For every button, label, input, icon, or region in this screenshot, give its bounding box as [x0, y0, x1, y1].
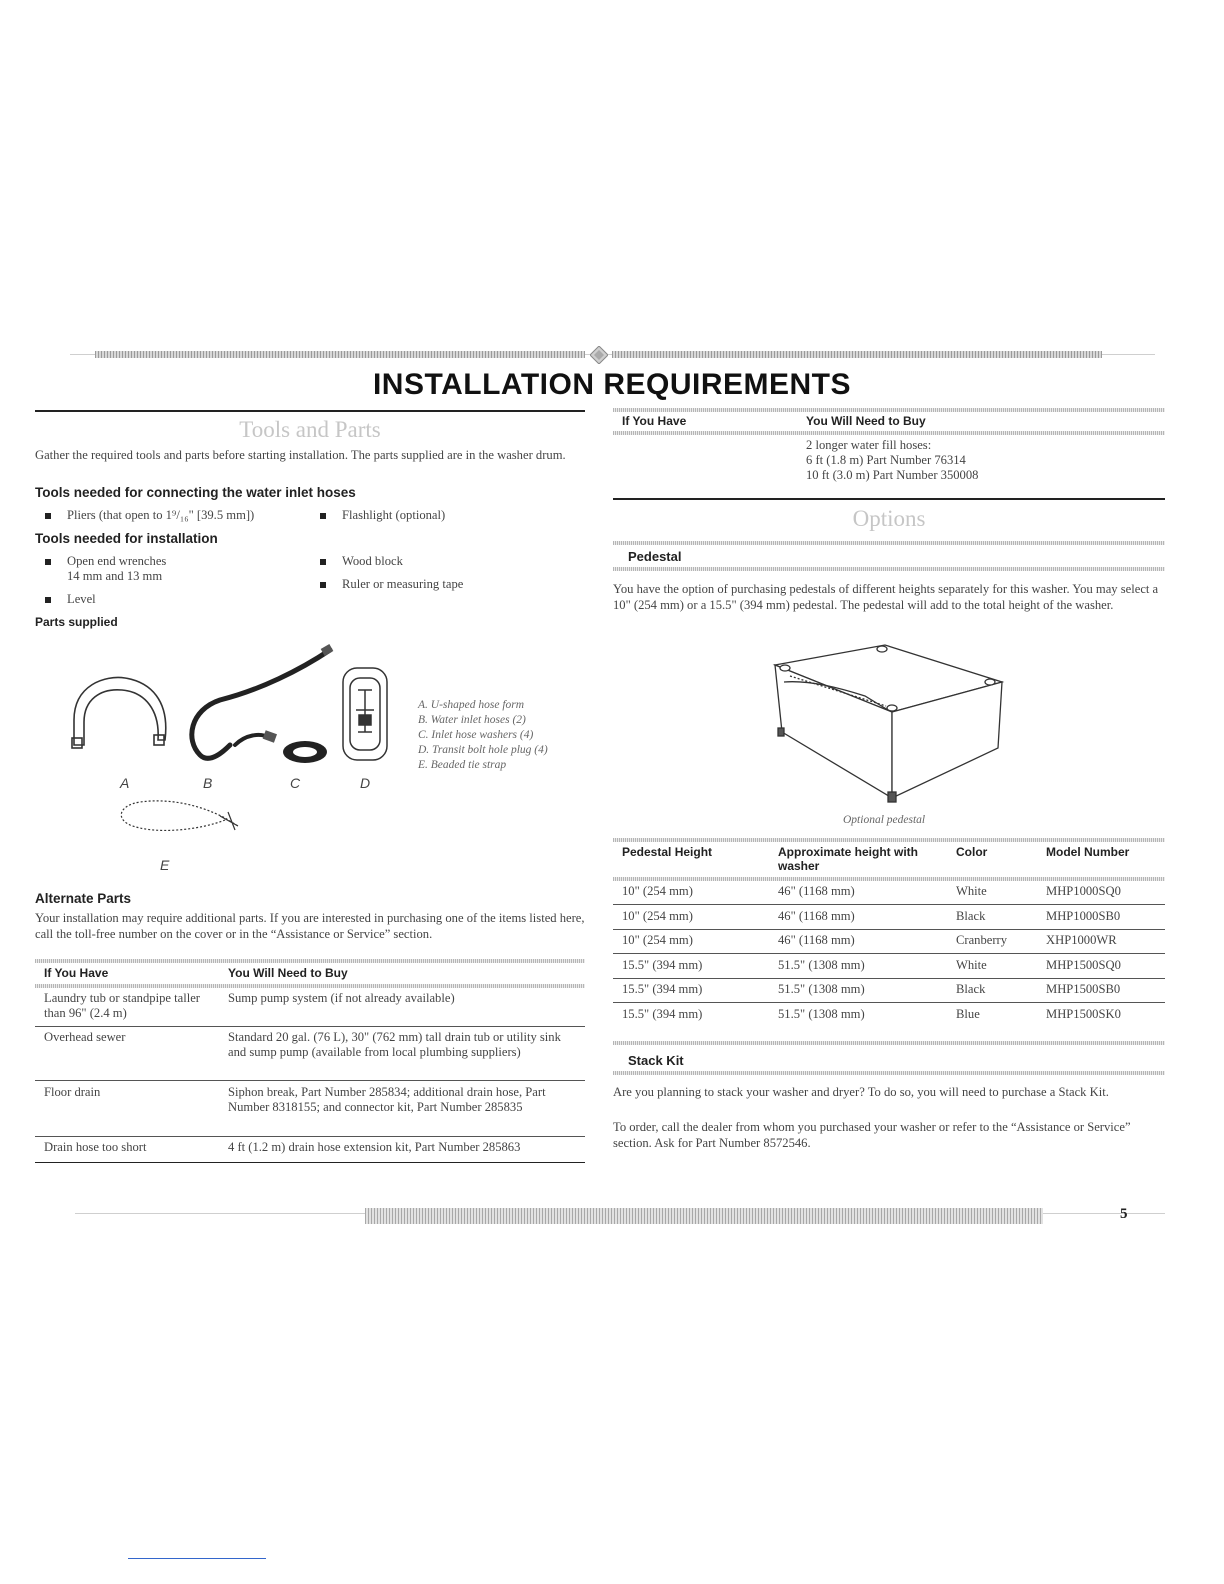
stack-kit-text-2: To order, call the dealer from whom you purchased your washer or refer to the “Assistance or Service” section. Ask for Part Number 8572546. [613, 1120, 1131, 1150]
pedestal-table-cell: Black [956, 908, 986, 923]
pedestal-icon [775, 645, 1002, 802]
legend-item: E. Beaded tie strap [418, 759, 507, 771]
figure-letter-c: C [290, 775, 301, 791]
alt-row-have: Overhead sewer [44, 1030, 126, 1044]
alt-row-buy: Standard 20 gal. (76 L), 30" (762 mm) tall drain tub or utility sink and sump pump (available from local plumbing suppliers) [228, 1030, 561, 1059]
pedestal-table-cell: Cranberry [956, 933, 1008, 948]
pedestal-illustration [770, 640, 1010, 810]
col-pedestal-height: Pedestal Height [622, 845, 713, 859]
pedestal-table-cell: 51.5" (1308 mm) [778, 1007, 865, 1021]
figure-letter-a: A [120, 775, 130, 791]
pedestal-heading: Pedestal [628, 549, 682, 564]
pedestal-row-divider [613, 953, 1165, 954]
right-table-header-hatch [613, 431, 1165, 435]
pedestal-table-cell: White [956, 884, 987, 898]
pedestal-table-cell: 46" (1168 mm) [778, 933, 855, 948]
right-col-have: If You Have [622, 414, 687, 428]
tool-wrenches: Open end wrenches [35, 554, 327, 570]
pedestal-row-divider [613, 904, 1165, 905]
alt-row-divider [35, 1136, 585, 1137]
alt-row-divider [35, 1026, 585, 1027]
diamond-ornament-icon [590, 346, 608, 364]
transit-bolt-plug-icon [343, 668, 387, 760]
hose-buy-lines [806, 438, 978, 483]
inlet-hose-washer-icon [283, 741, 327, 763]
alternate-parts-intro: Your installation may require additional parts. If you are interested in purchasing one of the items listed here, call the toll-free number on the cover or in the “Assistance or Service” section. [35, 911, 585, 941]
pedestal-table-cell: 10" (254 mm) [622, 884, 693, 898]
figure-letter-d: D [360, 775, 371, 791]
legend-item: B. Water inlet hoses (2) [418, 714, 526, 726]
alt-table-bottom-rule [35, 1162, 585, 1163]
figure-letter-b: B [203, 775, 213, 791]
tool-flashlight: Flashlight (optional) [310, 508, 602, 524]
page-number: 5 [1120, 1206, 1128, 1222]
hose-buy-line: 2 longer water fill hoses: [806, 438, 932, 452]
pedestal-caption: Optional pedestal [843, 814, 926, 826]
header-rule-right [612, 351, 1102, 358]
alt-row-buy: Siphon break, Part Number 285834; additional drain hose, Part Number 8318155; and connector kit, Part Number 285835 [228, 1085, 546, 1114]
pedestal-row-divider [613, 1002, 1165, 1003]
legend-item: C. Inlet hose washers (4) [418, 729, 534, 741]
alt-table-top-hatch [35, 959, 585, 963]
hose-buy-line: 6 ft (1.8 m) Part Number 76314 [806, 453, 966, 467]
beaded-tie-strap-icon [121, 801, 238, 831]
legend-item: A. U-shaped hose form [418, 699, 525, 711]
tool-pliers: Pliers (that open to 1⁹/₁₆" [39.5 mm]) [35, 508, 327, 524]
col-model-number: Model Number [1046, 845, 1130, 859]
pedestal-table-header-hatch [613, 877, 1165, 881]
stack-kit-heading: Stack Kit [628, 1053, 684, 1068]
tools-parts-title: Tools and Parts [239, 417, 381, 442]
alt-col-buy: You Will Need to Buy [228, 966, 348, 980]
pedestal-table-cell: 51.5" (1308 mm) [778, 982, 865, 997]
pedestal-table-cell: MHP1500SB0 [1046, 982, 1121, 997]
hose-buy-line: 10 ft (3.0 m) Part Number 350008 [806, 468, 979, 482]
water-hoses-heading: Tools needed for connecting the water inlet hoses [35, 485, 356, 500]
alt-row-buy: Sump pump system (if not already available) [228, 991, 455, 1005]
pedestal-table-cell: Blue [956, 1007, 980, 1021]
col-approx-height: Approximate height with washer [778, 845, 919, 873]
u-shaped-hose-form-icon [72, 677, 166, 748]
pedestal-row-divider [613, 978, 1165, 979]
footer-rule [365, 1208, 1043, 1224]
pedestal-table-cell: MHP1500SQ0 [1046, 957, 1121, 972]
pedestal-bottom-hatch [613, 567, 1165, 571]
left-top-rule [35, 410, 585, 412]
pedestal-table-cell: 51.5" (1308 mm) [778, 957, 865, 972]
pedestal-table-cell: XHP1000WR [1046, 933, 1117, 948]
right-col-buy: You Will Need to Buy [806, 414, 926, 428]
pedestal-top-hatch [613, 541, 1165, 545]
alt-row-have: Laundry tub or standpipe taller than 96" (2.4 m) [44, 991, 200, 1020]
tool-wood-block: Wood block [310, 554, 602, 570]
link-underline [128, 1558, 266, 1559]
pedestal-table-cell: 10" (254 mm) [622, 933, 693, 948]
parts-illustration [60, 640, 420, 840]
alt-row-have: Drain hose too short [44, 1140, 147, 1154]
tool-ruler: Ruler or measuring tape [310, 577, 602, 593]
pedestal-table-cell: 10" (254 mm) [622, 908, 693, 923]
pedestal-table-cell: White [956, 957, 987, 972]
pedestal-text: You have the option of purchasing pedestals of different heights separately for this washer. You may select a 10" (254 mm) or a 15.5" (394 mm) pedestal. The pedestal will add to the total height of the washer. [613, 582, 1159, 612]
options-title: Options [852, 506, 926, 531]
stack-kit-text-1: Are you planning to stack your washer and dryer? To do so, you will need to purchase a Stack Kit. [613, 1085, 1109, 1099]
stack-kit-top-hatch [613, 1041, 1165, 1045]
alt-row-have: Floor drain [44, 1085, 101, 1099]
pedestal-table-cell: 15.5" (394 mm) [622, 982, 703, 997]
installation-tools-heading: Tools needed for installation [35, 531, 218, 546]
pedestal-table-cell: MHP1000SQ0 [1046, 884, 1121, 898]
pedestal-table-cell: 46" (1168 mm) [778, 884, 855, 898]
alt-col-have: If You Have [44, 966, 109, 980]
pedestal-table-cell: MHP1000SB0 [1046, 908, 1121, 923]
pedestal-table-cell: MHP1500SK0 [1046, 1007, 1121, 1021]
options-top-rule [613, 498, 1165, 500]
pedestal-table-cell: 15.5" (394 mm) [622, 957, 703, 972]
right-table-top-hatch [613, 408, 1165, 412]
parts-supplied-heading: Parts supplied [35, 615, 118, 629]
pedestal-table-cell: 46" (1168 mm) [778, 908, 855, 923]
tool-wrenches-sizes: 14 mm and 13 mm [67, 569, 163, 583]
tools-parts-intro: Gather the required tools and parts before starting installation. The parts supplied are in the washer drum. [35, 448, 566, 462]
alt-row-buy: 4 ft (1.2 m) drain hose extension kit, Part Number 285863 [228, 1140, 521, 1154]
col-color: Color [956, 845, 988, 859]
pedestal-table-cell: 15.5" (394 mm) [622, 1007, 703, 1021]
tool-level: Level [35, 592, 327, 608]
page-title: INSTALLATION REQUIREMENTS [372, 368, 852, 401]
alt-row-divider [35, 1080, 585, 1081]
alternate-parts-heading: Alternate Parts [35, 891, 132, 906]
legend-item: D. Transit bolt hole plug (4) [418, 744, 548, 756]
parts-legend [418, 698, 548, 773]
stack-kit-bottom-hatch [613, 1071, 1165, 1075]
alt-table-header-hatch [35, 984, 585, 988]
pedestal-table-top-hatch [613, 838, 1165, 842]
pedestal-row-divider [613, 929, 1165, 930]
pedestal-table-cell: Black [956, 982, 986, 997]
header-rule-left [95, 351, 585, 358]
figure-letter-e: E [160, 857, 170, 873]
